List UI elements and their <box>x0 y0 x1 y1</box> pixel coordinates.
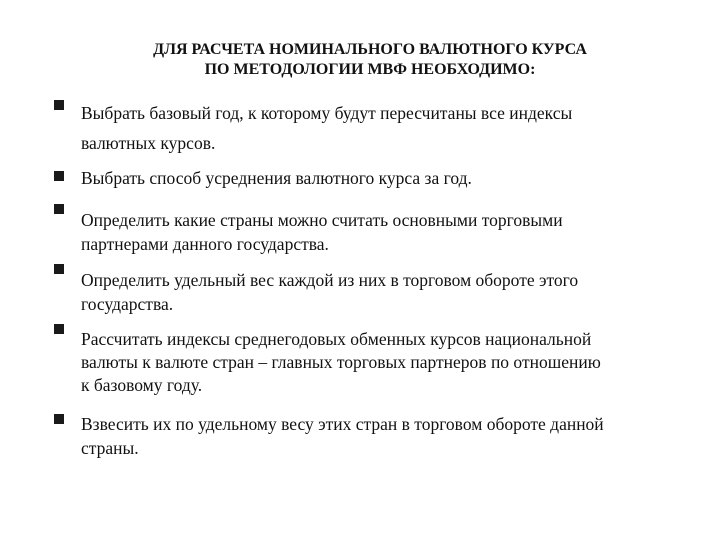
list-item-line: Выбрать способ усреднения валютного курса за год. <box>81 168 472 188</box>
square-bullet-icon <box>54 324 64 334</box>
list-item-text <box>81 208 691 256</box>
square-bullet-icon <box>54 414 64 424</box>
list-item-line: государства. <box>81 294 174 314</box>
list-item-line: валютных курсов. <box>81 133 216 153</box>
title-line-2: ПО МЕТОДОЛОГИИ МВФ НЕОБХОДИМО: <box>204 61 536 78</box>
title-line-1: ДЛЯ РАСЧЕТА НОМИНАЛЬНОГО ВАЛЮТНОГО КУРСА <box>153 41 587 58</box>
square-bullet-icon <box>54 100 64 110</box>
square-bullet-icon <box>54 264 64 274</box>
list-item-line: валюты к валюте стран – главных торговых партнеров по отношению <box>81 352 601 372</box>
slide-title <box>80 40 660 80</box>
list-item-line: Выбрать базовый год, к которому будут пересчитаны все индексы <box>81 103 573 123</box>
list-item-line: Определить удельный вес каждой из них в торговом обороте этого <box>81 270 579 290</box>
list-item-line: Рассчитать индексы среднегодовых обменных курсов национальной <box>81 329 592 349</box>
square-bullet-icon <box>54 204 64 214</box>
list-item-line: Взвесить их по удельному весу этих стран в торговом обороте данной <box>81 414 604 434</box>
list-item-line: Определить какие страны можно считать основными торговыми <box>81 210 563 230</box>
list-item-line: партнерами данного государства. <box>81 234 329 254</box>
list-item-text <box>81 328 691 397</box>
square-bullet-icon <box>54 171 64 181</box>
list-item-text <box>81 268 691 316</box>
list-item-line: к базовому году. <box>81 375 203 395</box>
list-item-line: страны. <box>81 438 139 458</box>
list-item-text <box>81 412 691 460</box>
list-item-text <box>81 98 691 158</box>
list-item-text <box>81 166 691 190</box>
